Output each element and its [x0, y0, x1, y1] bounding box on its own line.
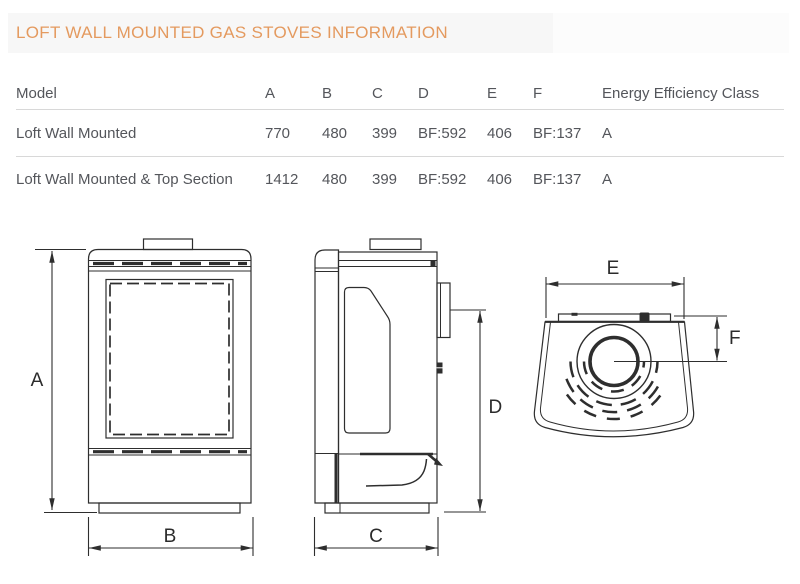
table-row [16, 157, 784, 202]
column-header-c: C [372, 85, 383, 102]
dimension-label-a: A [30, 370, 44, 391]
column-header-f: F [533, 85, 543, 102]
dim-e-cell: 406 [487, 124, 513, 142]
dim-c-cell: 399 [372, 124, 398, 142]
dim-d-cell: BF:592 [418, 171, 467, 188]
flue-stub [144, 239, 193, 250]
title-bar-extension [553, 13, 789, 53]
base-plinth [99, 503, 240, 513]
table-row [16, 110, 784, 157]
column-header-a: A [265, 85, 276, 102]
model-cell: Loft Wall Mounted [16, 124, 137, 142]
column-header-b: B [322, 85, 333, 102]
dimension-label-d: D [488, 397, 503, 418]
table-header-row [16, 78, 784, 110]
dimension-label-c: C [369, 526, 383, 547]
column-header-d: D [418, 85, 429, 102]
dimension-label-e: E [606, 258, 620, 279]
stove-side-outline [339, 252, 438, 503]
dim-f-cell: BF:137 [533, 171, 582, 188]
stove-body-outline [89, 250, 252, 504]
dim-f-cell: BF:137 [533, 124, 582, 142]
stove-dimension-diagrams [0, 230, 800, 584]
column-header-model: Model [16, 85, 57, 102]
eec-cell: A [602, 171, 613, 188]
dim-e-cell: 406 [487, 171, 513, 188]
dim-b-cell: 480 [322, 171, 348, 188]
dimension-label-f: F [729, 328, 741, 349]
column-header-e: E [487, 85, 498, 102]
dim-c-cell: 399 [372, 171, 398, 188]
dim-b-cell: 480 [322, 124, 348, 142]
top-view-diagram [534, 258, 740, 437]
side-window [345, 288, 391, 434]
base-plinth [325, 503, 429, 513]
column-header-eec: Energy Efficiency Class [602, 85, 760, 102]
side-view-diagram [315, 239, 503, 556]
rear-flue-outlet [437, 283, 450, 338]
dim-d-cell: BF:592 [418, 124, 467, 142]
spec-table [0, 78, 800, 202]
flue-stub [370, 239, 421, 250]
handle-curve [366, 459, 427, 486]
dim-a-cell: 770 [265, 124, 291, 142]
dimension-label-b: B [163, 526, 177, 547]
front-view-diagram [31, 239, 253, 556]
title-bar [8, 13, 553, 53]
bracket-bolt [640, 313, 650, 322]
door-window-frame [106, 280, 233, 439]
page-title: LOFT WALL MOUNTED GAS STOVES INFORMATION [16, 23, 449, 42]
door-window-glass [110, 284, 229, 435]
dim-a-cell: 1412 [265, 171, 299, 188]
eec-cell: A [602, 124, 613, 142]
model-cell: Loft Wall Mounted & Top Section [16, 171, 233, 188]
